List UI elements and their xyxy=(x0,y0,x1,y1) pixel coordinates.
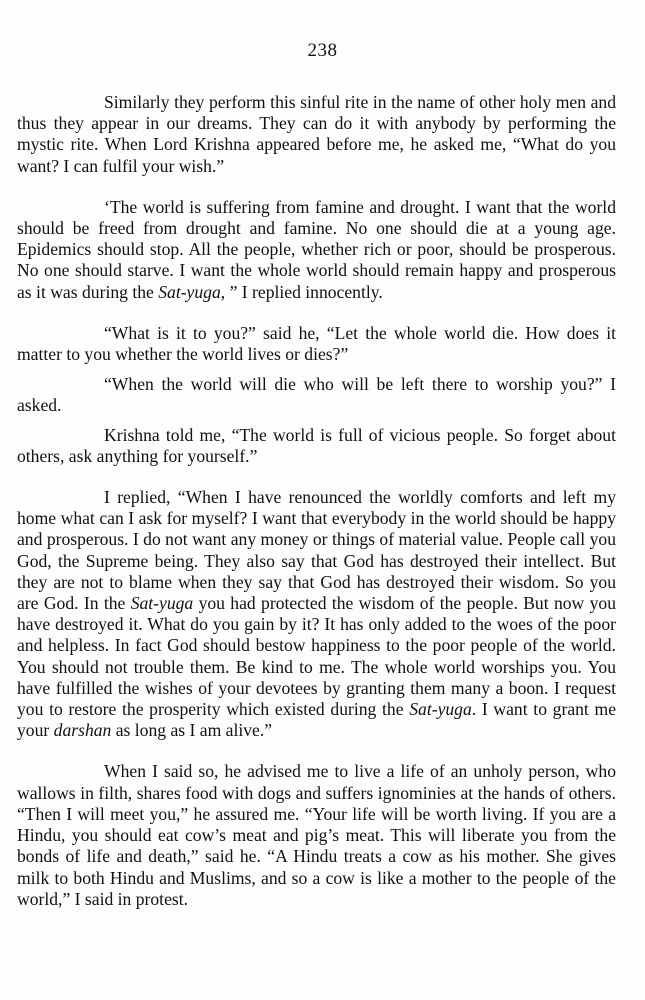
paragraph-6 xyxy=(17,487,616,741)
paragraph-6-text-c: . I want to grant me your xyxy=(17,699,617,741)
page-number: 238 xyxy=(307,40,338,61)
paragraph-2-text-b: , ” I replied innocently. xyxy=(220,281,383,302)
paragraph-5: Krishna told me, “The world is full of vicious people. So forget about others, ask anything for yourself.” xyxy=(17,424,616,466)
paragraph-6-italic-sat-yuga-1: Sat-yuga xyxy=(130,593,194,614)
paragraph-7: When I said so, he advised me to live a life of an unholy person, who wallows in filth, shares food with dogs and suffers ignominies at the hands of others. “Then I will meet you,” he assured me. “Your life will be worth living. If you are a Hindu, you should eat cow’s meat and pig’s meat. This will liberate you from the bonds of life and death,” said he. “A Hindu treats a cow as his mother. She gives milk to both Hindu and Muslims, and so a cow is like a mother to the people of the world,” I said in protest. xyxy=(17,761,616,909)
paragraph-6-text-b: you had protected the wisdom of the people. But now you have destroyed it. What do you gain by it? It has only added to the woes of the poor and helpless. In fact God should bestow happiness to the poor people of the world. You should not trouble them. Be kind to me. The whole world worships you. You have fulfilled the wishes of your devotees by granting them many a boon. I request you to restore the prosperity which existed during the xyxy=(17,593,616,720)
body-text xyxy=(17,92,616,910)
paragraph-6-italic-darshan: darshan xyxy=(53,720,112,741)
paragraph-2 xyxy=(17,197,616,303)
paragraph-2-italic-sat-yuga: Sat-yuga xyxy=(158,281,221,302)
paragraph-6-text-d: as long as I am alive.” xyxy=(111,720,273,741)
paragraph-3: “What is it to you?” said he, “Let the whole world die. How does it matter to you whether the world lives or dies?” xyxy=(17,322,616,365)
paragraph-6-text-a: I replied, “When I have renounced the worldly comforts and left my home what can I ask for myself? I want that everybody in the world should be happy and prosperous. I do not want any money or things of material value. People call you God, the Supreme being. They also say that God has destroyed their intellect. But they are not to blame when they say that God has destroyed their wisdom. So you are God. In the xyxy=(17,487,616,614)
paragraph-2-text-a: ‘The world is suffering from famine and drought. I want that the world should be freed from drought and famine. No one should die at a young age. Epidemics should stop. All the people, whether rich or poor, should be prosperous. No one should starve. I want the whole world should remain happy and prosperous as it was during the xyxy=(17,196,616,302)
paragraph-4: “When the world will die who will be left there to worship you?” I asked. xyxy=(17,374,616,416)
paragraph-6-italic-sat-yuga-2: Sat-yuga xyxy=(409,699,472,720)
paragraph-1: Similarly they perform this sinful rite in the name of other holy men and thus they appear in our dreams. They can do it with anybody by performing the mystic rite. When Lord Krishna appeared before me, he asked me, “What do you want? I can fulfil your wish.” xyxy=(17,92,616,176)
